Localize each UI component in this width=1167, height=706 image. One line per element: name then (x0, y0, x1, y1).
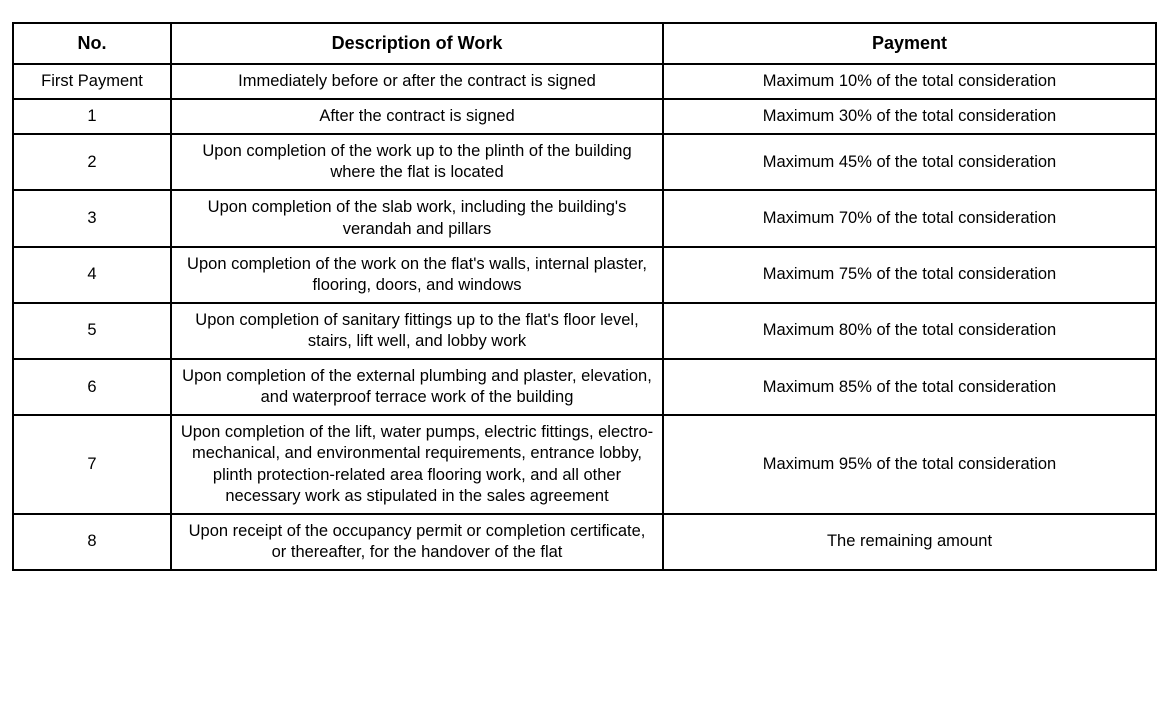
table-row (13, 190, 1156, 246)
row-payment-cell: Maximum 75% of the total consideration (663, 247, 1156, 303)
row-number-cell: 1 (13, 99, 171, 134)
row-description-cell: Upon completion of the slab work, including the building's verandah and pillars (171, 190, 663, 246)
table-row (13, 303, 1156, 359)
row-description-cell: Upon receipt of the occupancy permit or completion certificate, or thereafter, for the handover of the flat (171, 514, 663, 570)
row-payment-cell: Maximum 80% of the total consideration (663, 303, 1156, 359)
payment-schedule-table (12, 22, 1157, 571)
row-number-cell: 2 (13, 134, 171, 190)
row-description-cell: Upon completion of the work up to the plinth of the building where the flat is located (171, 134, 663, 190)
table-header (13, 23, 1156, 64)
row-description-cell: Upon completion of the external plumbing and plaster, elevation, and waterproof terrace work of the building (171, 359, 663, 415)
row-description-cell: Upon completion of the work on the flat's walls, internal plaster, flooring, doors, and windows (171, 247, 663, 303)
header-description: Description of Work (171, 23, 663, 64)
table-row (13, 247, 1156, 303)
table-row (13, 415, 1156, 513)
row-payment-cell: Maximum 70% of the total consideration (663, 190, 1156, 246)
header-row (13, 23, 1156, 64)
row-number-cell: 7 (13, 415, 171, 513)
row-number-cell: First Payment (13, 64, 171, 99)
row-payment-cell: Maximum 30% of the total consideration (663, 99, 1156, 134)
row-number-cell: 3 (13, 190, 171, 246)
table-row (13, 64, 1156, 99)
row-payment-cell: Maximum 10% of the total consideration (663, 64, 1156, 99)
row-payment-cell: The remaining amount (663, 514, 1156, 570)
table-row (13, 514, 1156, 570)
table-body (13, 64, 1156, 570)
row-payment-cell: Maximum 85% of the total consideration (663, 359, 1156, 415)
table-row (13, 134, 1156, 190)
row-number-cell: 6 (13, 359, 171, 415)
row-description-cell: Immediately before or after the contract is signed (171, 64, 663, 99)
row-payment-cell: Maximum 95% of the total consideration (663, 415, 1156, 513)
table-row (13, 359, 1156, 415)
row-number-cell: 5 (13, 303, 171, 359)
header-payment: Payment (663, 23, 1156, 64)
row-payment-cell: Maximum 45% of the total consideration (663, 134, 1156, 190)
row-description-cell: Upon completion of the lift, water pumps, electric fittings, electro-mechanical, and environmental requirements, entrance lobby, plinth protection-related area flooring work, and all other necessary work as stipulated in the sales agreement (171, 415, 663, 513)
row-number-cell: 8 (13, 514, 171, 570)
header-no: No. (13, 23, 171, 64)
table-row (13, 99, 1156, 134)
row-description-cell: Upon completion of sanitary fittings up to the flat's floor level, stairs, lift well, and lobby work (171, 303, 663, 359)
row-number-cell: 4 (13, 247, 171, 303)
row-description-cell: After the contract is signed (171, 99, 663, 134)
